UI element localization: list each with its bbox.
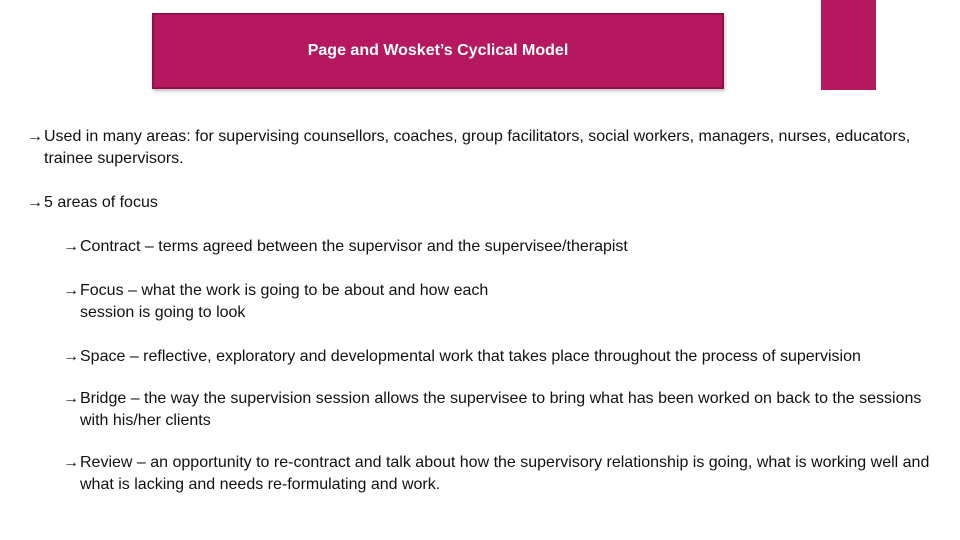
arrow-icon: → xyxy=(63,454,79,471)
arrow-icon: → xyxy=(63,282,79,299)
slide-title: Page and Wosket’s Cyclical Model xyxy=(307,42,569,59)
sub-bullet-text: Space – reflective, exploratory and developmental work that takes place throughout the process of supervision xyxy=(80,348,861,365)
sub-bullet-text: Review – an opportunity to re-contract and talk about how the supervisory relationship is going, what is working well and what is lacking and needs re-formulating and work. xyxy=(80,454,930,493)
bullet-list xyxy=(27,126,942,496)
arrow-icon: → xyxy=(63,238,79,255)
sub-bullet-item xyxy=(63,388,933,432)
sub-bullet-item xyxy=(63,452,933,496)
accent-bar xyxy=(821,0,876,90)
arrow-icon: → xyxy=(27,194,43,211)
bullet-text: 5 areas of focus xyxy=(44,194,158,211)
arrow-icon: → xyxy=(27,128,43,145)
sub-bullet-text: Bridge – the way the supervision session allows the supervisee to bring what has been worked on back to the sessions with his/her clients xyxy=(80,390,922,429)
arrow-icon: → xyxy=(63,348,79,365)
sub-bullet-text: Focus – what the work is going to be about and how each session is going to look xyxy=(80,282,489,321)
bullet-item xyxy=(27,192,942,214)
sub-bullet-item xyxy=(63,280,528,324)
arrow-icon: → xyxy=(63,390,79,407)
sub-bullet-item xyxy=(63,236,942,258)
sub-bullet-text: Contract – terms agreed between the supervisor and the supervisee/therapist xyxy=(80,238,628,255)
title-banner xyxy=(152,13,724,89)
sub-bullet-item xyxy=(63,346,913,368)
bullet-item xyxy=(27,126,942,170)
bullet-text: Used in many areas: for supervising counsellors, coaches, group facilitators, social workers, managers, nurses, educators, trainee supervisors. xyxy=(44,128,911,167)
